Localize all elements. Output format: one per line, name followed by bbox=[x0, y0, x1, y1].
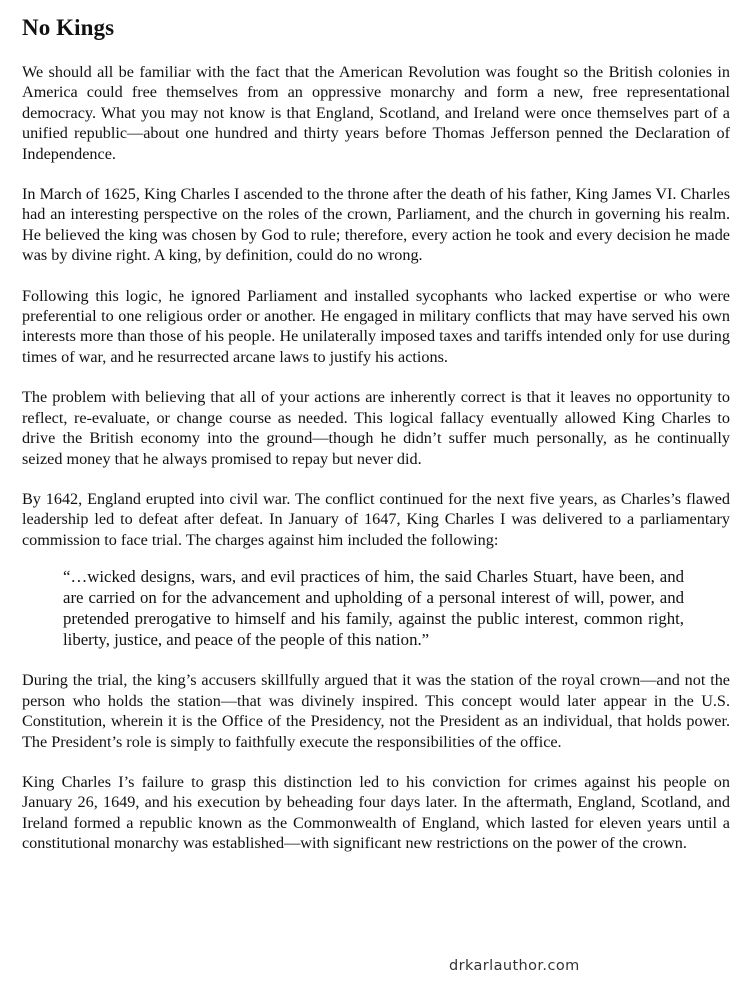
paragraph-civil-war: By 1642, England erupted into civil war. The conflict continued for the next five years, as Charles’s flawed leadership led to defeat after defeat. In January of 1647, King Charles I was delivered to a parliamentary commission to face trial. The charges against him included the following: bbox=[22, 489, 730, 549]
paragraph-charles-ascends: In March of 1625, King Charles I ascended to the throne after the death of his father, King James VI. Charles had an interesting perspective on the roles of the crown, Parliament, and the church in governing his realm. He believed the king was chosen by God to rule; therefore, every action he took and every decision he made was by divine right. A king, by definition, could do no wrong. bbox=[22, 185, 730, 265]
paragraph-revolution: We should all be familiar with the fact that the American Revolution was fought so the British colonies in America could free themselves from an oppressive monarchy and form a new, free representational democracy. What you may not know is that England, Scotland, and Ireland were once themselves part of a unified republic—about one hundred and thirty years before Thomas Jefferson penned the Declaration of Independence. bbox=[22, 63, 730, 163]
document-title: No Kings bbox=[22, 15, 115, 40]
footer-website: drkarlauthor.com bbox=[449, 958, 580, 974]
paragraph-logical-fallacy: The problem with believing that all of your actions are inherently correct is that it leaves no opportunity to reflect, re-evaluate, or change course as needed. This logical fallacy eventually allowed King Charles to drive the British economy into the ground—though he didn’t suffer much personally, as he continually seized money that he always promised to repay but never did. bbox=[22, 388, 730, 468]
paragraph-execution: King Charles I’s failure to grasp this distinction led to his conviction for crimes against his people on January 26, 1649, and his execution by beheading four days later. In the aftermath, England, Scotland, and Ireland formed a republic known as the Commonwealth of England, which lasted for eleven years until a constitutional monarchy was established—with significant new restrictions on the power of the crown. bbox=[22, 772, 730, 853]
charges-quote: “…wicked designs, wars, and evil practices of him, the said Charles Stuart, have been, and are carried on for the advancement and upholding of a personal interest of will, power, and pretended prerogative to himself and his family, against the public interest, common right, liberty, justice, and peace of the people of this nation.” bbox=[63, 567, 684, 649]
document-page bbox=[22, 14, 730, 874]
paragraph-ignored-parliament: Following this logic, he ignored Parliament and installed sycophants who lacked expertise or who were preferential to one religious order or another. He engaged in military conflicts that may have served his own interests more than those of his people. He unilaterally imposed taxes and tariffs intended only for use during times of war, and he resurrected arcane laws to justify his actions. bbox=[22, 286, 730, 366]
paragraph-trial: During the trial, the king’s accusers skillfully argued that it was the station of the royal crown—and not the person who holds the station—that was divinely inspired. This concept would later appear in the U.S. Constitution, wherein it is the Office of the Presidency, not the President as an individual, that holds power. The President’s role is simply to faithfully execute the responsibilities of the office. bbox=[22, 671, 730, 751]
